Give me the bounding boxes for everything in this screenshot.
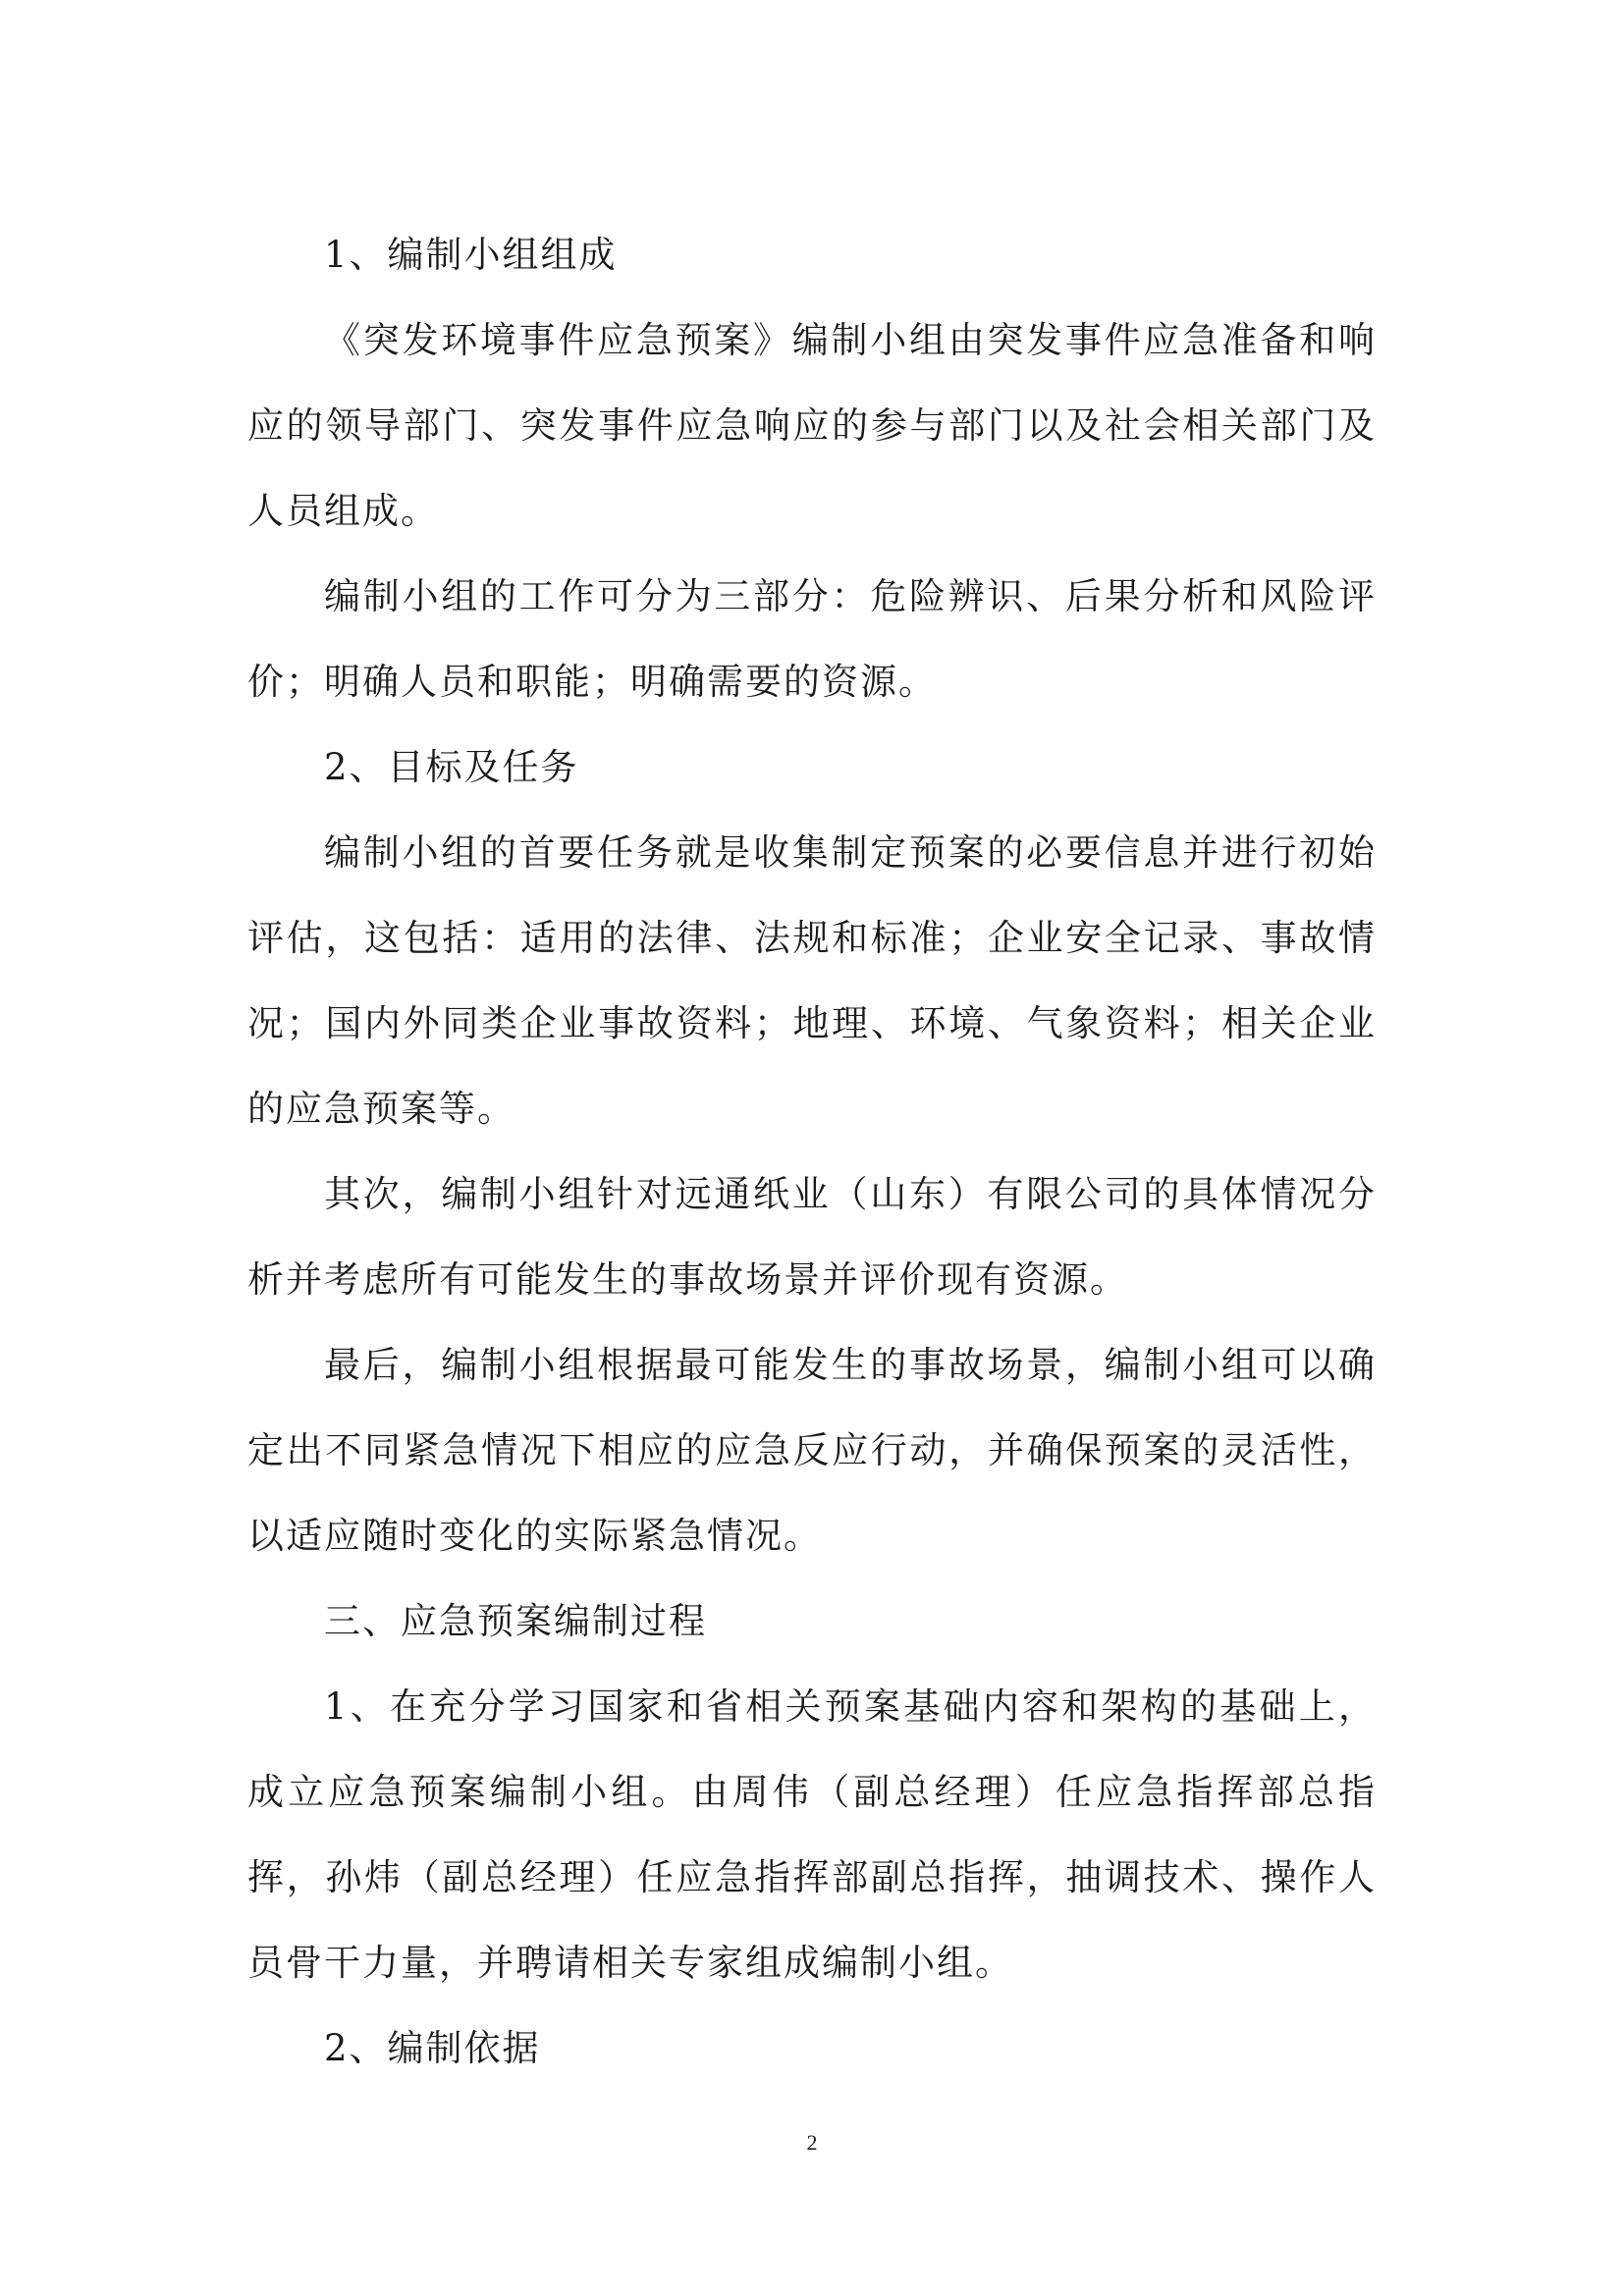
paragraph-team-establishment: 1、在充分学习国家和省相关预案基础内容和架构的基础上，成立应急预案编制小组。由周伟（副总经理）任应急指挥部总指挥，孙炜（副总经理）任应急指挥部副总指挥，抽调技术、操作人员骨干力量，并聘请相关专家组成编制小组。 xyxy=(247,1685,1377,1984)
page-number: 2 xyxy=(806,2130,818,2155)
heading-plan-compilation-process: 三、应急预案编制过程 xyxy=(324,1600,707,1642)
heading-goals-and-tasks: 2、目标及任务 xyxy=(324,746,579,788)
paragraph-secondly: 其次，编制小组针对远通纸业（山东）有限公司的具体情况分析并考虑所有可能发生的事故场景并评价现有资源。 xyxy=(247,1173,1377,1301)
heading-compilation-basis: 2、编制依据 xyxy=(324,2027,541,2069)
paragraph-team-composition: 《突发环境事件应急预案》编制小组由突发事件应急准备和响应的领导部门、突发事件应急响应的参与部门以及社会相关部门及人员组成。 xyxy=(247,319,1377,532)
paragraph-team-work-parts: 编制小组的工作可分为三部分：危险辨识、后果分析和风险评价；明确人员和职能；明确需要的资源。 xyxy=(247,575,1377,703)
paragraph-finally: 最后，编制小组根据最可能发生的事故场景，编制小组可以确定出不同紧急情况下相应的应急反应行动，并确保预案的灵活性，以适应随时变化的实际紧急情况。 xyxy=(247,1344,1377,1557)
paragraph-primary-task: 编制小组的首要任务就是收集制定预案的必要信息并进行初始评估，这包括：适用的法律、法规和标准；企业安全记录、事故情况；国内外同类企业事故资料；地理、环境、气象资料；相关企业的应急预案等。 xyxy=(247,831,1377,1130)
heading-compilation-team-composition: 1、编制小组组成 xyxy=(324,234,618,276)
document-body xyxy=(247,212,1377,2091)
